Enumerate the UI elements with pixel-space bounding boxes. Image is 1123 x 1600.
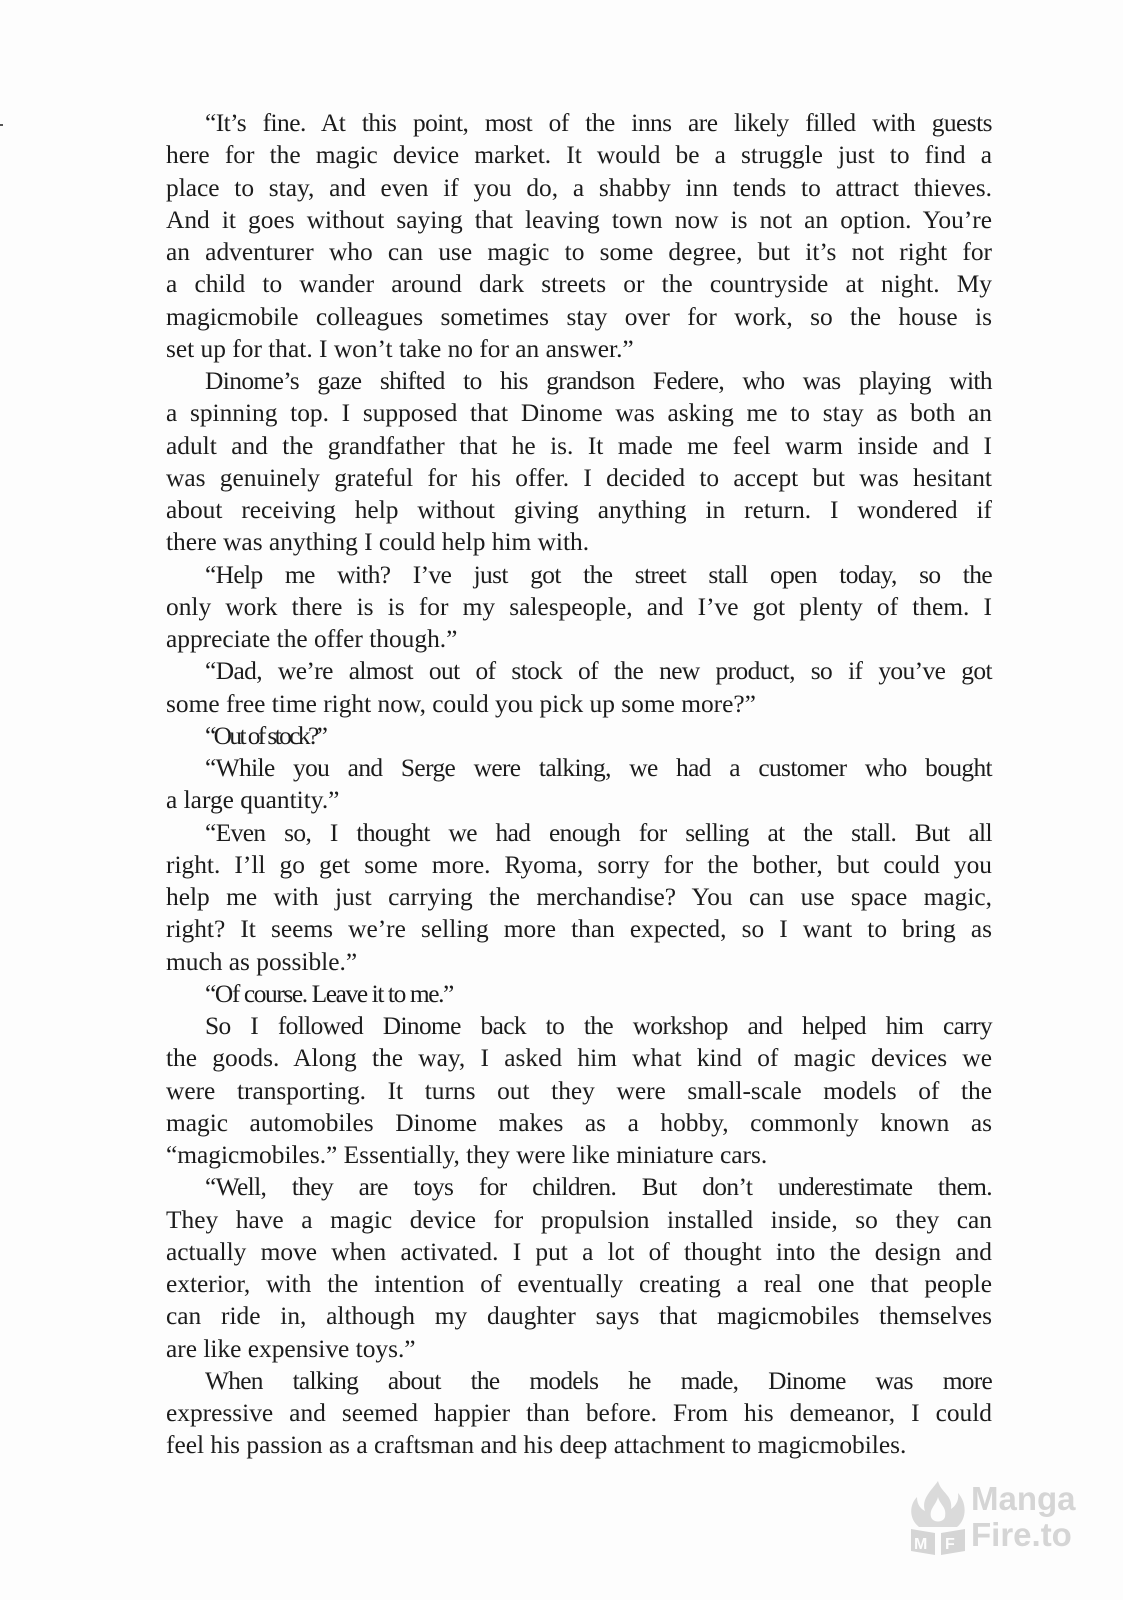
paragraph (166, 817, 992, 978)
text-line: a child to wander around dark streets or the countryside at night. My (166, 270, 992, 299)
text-line: appreciate the offer though.” (166, 625, 458, 653)
paragraph (166, 1171, 992, 1365)
book-page (166, 107, 992, 1462)
text-line: “Even so, I thought we had enough for selling at the stall. But all (205, 818, 992, 847)
paragraph (166, 1010, 992, 1171)
text-line: were transporting. It turns out they were small-scale models of the (166, 1076, 992, 1105)
text-line: expressive and seemed happier than before. From his demeanor, I could (166, 1399, 992, 1427)
text-line: magicmobile colleagues sometimes stay over for work, so the house is (166, 302, 992, 331)
text-line: help me with just carrying the merchandise? You can use space magic, (166, 883, 992, 911)
paragraph (166, 655, 992, 720)
text-line: “Dad, we’re almost out of stock of the new product, so if you’ve got (205, 657, 992, 686)
text-line: there was anything I could help him with. (166, 528, 590, 557)
text-line: only work there is is for my salespeople, and I’ve got plenty of them. I (166, 592, 992, 621)
paragraph (166, 1365, 992, 1462)
watermark-line-1: Manga (971, 1480, 1076, 1517)
text-line: They have a magic device for propulsion installed inside, so they can (166, 1205, 992, 1234)
text-line: “Well, they are toys for children. But don’t underestimate them. (205, 1173, 992, 1202)
text-line: can ride in, although my daughter says that magicmobiles themselves (166, 1302, 992, 1331)
paragraph (166, 107, 992, 365)
paragraph (166, 720, 992, 752)
paragraph (166, 365, 992, 559)
svg-text:F: F (945, 1536, 955, 1553)
text-line: When talking about the models he made, Dinome was more (205, 1366, 992, 1395)
text-line: about receiving help without giving anything in return. I wondered if (166, 496, 992, 524)
paragraph (166, 978, 992, 1010)
text-line: exterior, with the intention of eventually creating a real one that people (166, 1270, 992, 1298)
text-line: “Out of stock?” (205, 721, 326, 750)
text-line: So I followed Dinome back to the workshop and helped him carry (205, 1012, 992, 1040)
text-line: “Help me with? I’ve just got the street stall open today, so the (205, 560, 992, 589)
text-line: “magicmobiles.” Essentially, they were like miniature cars. (166, 1141, 768, 1169)
margin-mark (0, 124, 3, 126)
text-line: right. I’ll go get some more. Ryoma, sorry for the bother, but could you (166, 850, 992, 879)
text-line: set up for that. I won’t take no for an answer.” (166, 334, 634, 363)
text-line: here for the magic device market. It would be a struggle just to find a (166, 141, 992, 170)
paragraph (166, 559, 992, 656)
paragraph (166, 752, 992, 817)
text-line: right? It seems we’re selling more than expected, so I want to bring as (166, 915, 992, 944)
text-line: “While you and Serge were talking, we had a customer who bought (205, 754, 992, 782)
text-line: actually move when activated. I put a lot of thought into the design and (166, 1237, 992, 1266)
text-line: “Of course. Leave it to me.” (205, 979, 453, 1008)
text-line: place to stay, and even if you do, a shabby inn tends to attract thieves. (166, 173, 992, 202)
text-line: And it goes without saying that leaving town now is not an option. You’re (166, 205, 992, 234)
site-watermark (905, 1475, 1085, 1567)
text-line: was genuinely grateful for his offer. I decided to accept but was hesitant (166, 463, 992, 492)
text-line: an adventurer who can use magic to some degree, but it’s not right for (166, 238, 992, 266)
text-line: feel his passion as a craftsman and his deep attachment to magicmobiles. (166, 1431, 907, 1460)
watermark-line-2: Fire.to (971, 1516, 1072, 1553)
text-line: Dinome’s gaze shifted to his grandson Federe, who was playing with (205, 367, 992, 395)
text-line: a spinning top. I supposed that Dinome was asking me to stay as both an (166, 399, 992, 428)
text-line: “It’s fine. At this point, most of the inns are likely filled with guests (205, 109, 992, 137)
text-line: a large quantity.” (166, 786, 340, 815)
text-line: some free time right now, could you pick up some more?” (166, 689, 756, 718)
watermark-text (971, 1481, 1076, 1553)
text-line: adult and the grandfather that he is. It made me feel warm inside and I (166, 431, 992, 460)
text-line: the goods. Along the way, I asked him what kind of magic devices we (166, 1044, 992, 1073)
flame-book-logo-icon (905, 1479, 971, 1559)
svg-text:M: M (914, 1536, 928, 1553)
text-line: magic automobiles Dinome makes as a hobby, commonly known as (166, 1108, 992, 1137)
text-line: are like expensive toys.” (166, 1334, 416, 1363)
text-line: much as possible.” (166, 947, 358, 976)
